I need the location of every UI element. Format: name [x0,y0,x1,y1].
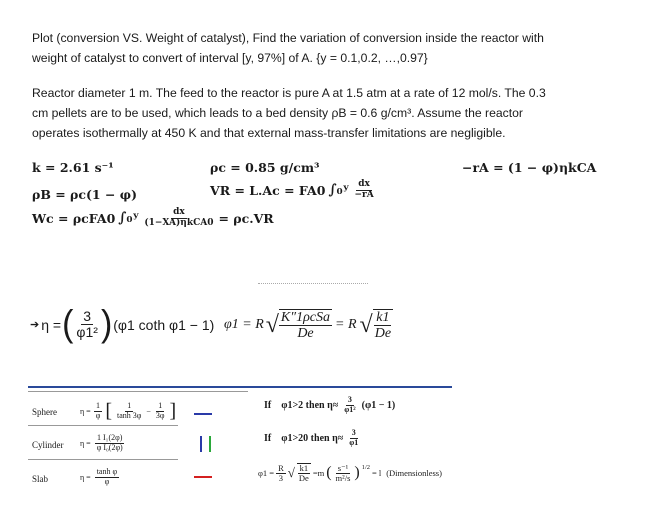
eta-rhs: (φ1 coth φ1 − 1) [113,316,215,333]
condition-2-num: 3 [351,428,356,437]
geometry-table-image [28,383,452,501]
dimensionless-check [258,463,442,484]
cylinder-eq-a: η = [80,438,91,448]
eq-wc-integral: ∫₀ʸ [118,210,140,227]
cylinder-frac [95,434,125,453]
phi-fraction [279,309,332,342]
slab-formula [80,468,119,487]
eta-fraction [74,309,100,341]
dim-eq: =m [312,468,325,479]
eq-vr-lhs: VR = L.Ac = FA0 [210,182,326,198]
cylinder-bar-1 [200,436,202,452]
eta-den: φ1² [76,324,98,340]
dim-frac [276,464,286,484]
dim-frac-num: R [278,462,284,473]
condition-2-fraction [347,429,360,448]
phi-mid: = R [335,317,357,333]
phi-lhs: φ1 = R [224,317,264,333]
slab-den: φ [104,476,110,486]
sphere-frac-3-num: 1 [158,401,163,411]
sphere-formula [80,400,176,423]
phi-den-2: De [374,326,392,342]
dim-units-den: m²/s [335,472,351,483]
cylinder-den: φ I₀(2φ) [96,442,123,452]
eq-rate-law: −rA = (1 − φ)ηkCA [462,160,597,175]
eq-vr-num: dx [358,179,370,189]
problem-line-3: operates isothermally at 450 K and that external mass-transfer limitations are negligible. [32,126,506,140]
phi-den: De [297,326,314,342]
effectiveness-factor-image [28,283,438,369]
dim-paren-open: ( [326,464,332,482]
eq-rho-c: ρc = 0.85 g/cm³ [210,160,320,175]
eq-wc-lhs: Wc = ρcFA0 [32,210,116,226]
label-sphere: Sphere [32,407,57,417]
condition-1-fraction [342,396,357,415]
slab-eq-a: η = [80,472,91,482]
condition-2 [264,429,360,448]
condition-1-den: φ1² [344,404,356,414]
sphere-frac-2-den: tanh 3φ [117,411,142,420]
sphere-frac-1-den: φ [95,411,101,420]
sphere-frac-1-num: 1 [96,401,101,411]
sphere-frac-2 [115,402,143,421]
cropped-marks [258,277,368,284]
condition-1-if: If [264,399,272,411]
condition-1-text: φ1>2 then η≈ [281,399,339,411]
condition-1-tail: (φ1 − 1) [361,399,396,411]
eq-rho-b: ρB = ρc(1 − φ) [32,187,137,202]
dim-eq2: = [372,468,377,479]
dim-note: (Dimensionless) [386,468,442,479]
condition-1 [264,396,395,415]
slab-line [194,476,212,478]
eta-num: 3 [83,307,92,324]
sphere-frac-3 [154,402,167,421]
root-sign-icon: √ [265,311,279,338]
sphere-bracket-open: [ [105,400,112,422]
sphere-frac-3-den: 3φ [155,411,165,420]
row-divider-1 [28,425,178,426]
sphere-bracket-close: ] [169,400,177,422]
cylinder-formula [80,434,125,453]
eq-wc-den: (1−XA)ηkCA0 [144,217,214,228]
intro-line-1: Plot (conversion VS. Weight of catalyst), Find the variation of conversion inside the reactor with [32,31,544,45]
dim-l: l [378,468,382,479]
sphere-minus: − [146,407,151,416]
eq-wc-fraction [142,208,215,229]
table-second-rule [28,391,248,392]
slab-num: tanh φ [96,467,118,476]
eta-open-paren: ( [62,303,74,345]
eq-wc-num: dx [173,207,185,217]
label-cylinder: Cylinder [32,440,64,450]
eta-equation [30,305,214,344]
cylinder-bar-2 [209,436,211,452]
dim-root-icon: √ [287,465,295,481]
eq-rate-constant: k = 2.61 s⁻¹ [32,160,114,175]
phi-num-2: k1 [376,310,390,325]
condition-2-text: φ1>20 then η≈ [281,432,344,444]
dim-root-frac [297,463,311,484]
phi-num: K″1ρcSa [280,310,331,325]
sphere-line [194,413,212,415]
label-slab: Slab [32,474,49,484]
eta-close-paren: ) [100,303,113,345]
sphere-eq-a: η = [80,407,91,416]
dim-frac-den: 3 [278,472,284,483]
thiele-equation [224,309,393,342]
dim-units-frac [334,464,353,484]
condition-1-num: 3 [347,395,352,404]
dim-lhs: φ1 = [258,468,275,479]
eq-wc-rhs: = ρc.VR [218,210,274,226]
dim-paren-close: ) [354,464,360,482]
dim-pow: 1/2 [361,463,371,471]
problem-line-2: cm pellets are to be used, which leads to a bed density ρB = 0.6 g/cm³. Assume the reactor [32,106,523,120]
condition-2-den: φ1 [349,437,359,447]
table-top-rule [28,386,452,388]
dim-root-num: k1 [299,463,309,473]
eq-catalyst-weight [32,208,274,229]
slab-frac [95,468,119,487]
eq-reactor-volume [210,180,376,201]
sphere-frac-1 [94,402,103,421]
row-divider-2 [28,459,178,460]
phi-fraction-2 [373,309,393,342]
eq-vr-integral: ∫₀ʸ [328,182,350,199]
dim-units-num: s⁻¹ [337,462,349,473]
eq-vr-fraction [352,180,375,201]
arrow-icon: ➔ [30,319,40,331]
root-sign-icon-2: √ [359,311,373,338]
intro-line-2: weight of catalyst to convert of interval [y, 97%] of A. {y = 0.1,0.2, …,0.97} [32,51,428,65]
problem-line-1: Reactor diameter 1 m. The feed to the reactor is pure A at 1.5 atm at a rate of 12 mol/s. The 0.3 [32,86,546,100]
dim-root-den: De [298,473,309,484]
condition-2-if: If [264,432,272,444]
sphere-frac-2-num: 1 [127,401,132,411]
eta-lhs: η = [41,316,62,333]
eq-vr-den: −rA [354,189,374,200]
cylinder-num: 1 I₁(2φ) [97,433,123,442]
